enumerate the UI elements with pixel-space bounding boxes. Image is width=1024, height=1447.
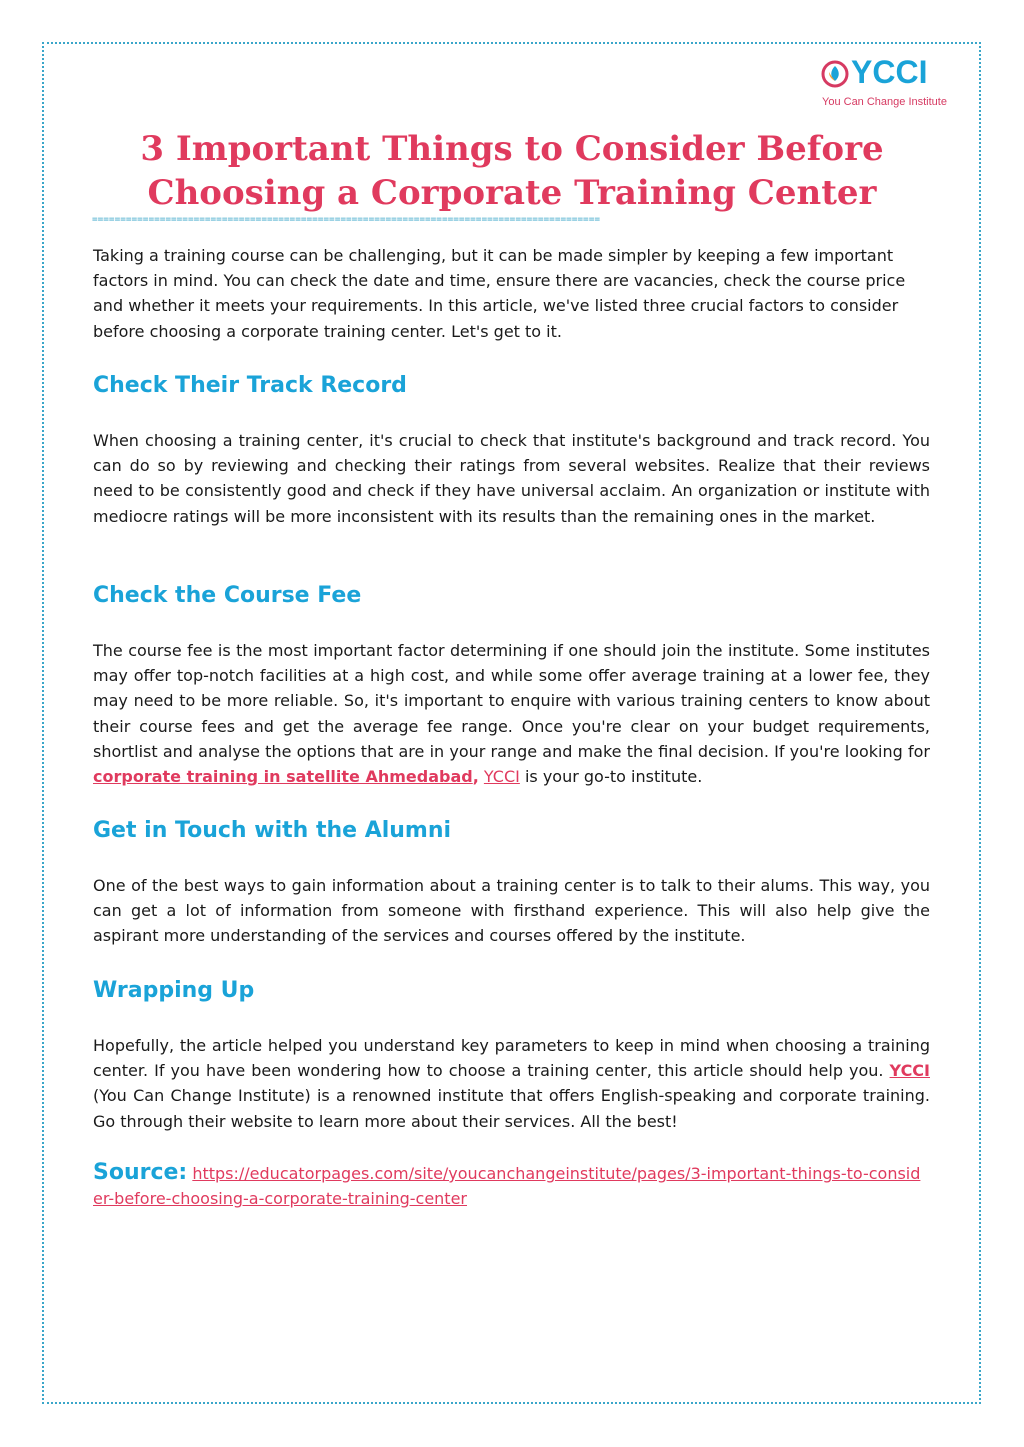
logo-tagline: You Can Change Institute [822,96,947,108]
paragraph-wrapping-up [93,1033,930,1134]
page-title: 3 Important Things to Consider Before Choosing a Corporate Training Center [140,129,884,213]
ycci-inline-link[interactable]: YCCI [889,1061,930,1081]
heading-wrapping-up: Wrapping Up [93,978,255,1003]
corporate-training-link[interactable]: corporate training in satellite Ahmedabad [93,767,473,787]
intro-paragraph: Taking a training course can be challenging, but it can be made simpler by keeping a few important factors in mind. You can check the date and time, ensure there are vacancies, check the course price and whether it meets your requirements. In this article, we've listed three crucial factors to consider before choosing a corporate training center. Let's get to it. [93,246,906,341]
ycci-logo [821,54,951,110]
logo-wordmark: YCCI [851,54,928,90]
link-comma: , [472,767,479,787]
paragraph-track-record: When choosing a training center, it's crucial to check that institute's background and track record. You can do so by reviewing and checking their ratings from several websites. Realize that their reviews need to be consistently good and check if they have universal acclaim. An organization or institute with mediocre ratings will be more inconsistent with its results than the remaining ones in the market. [93,431,930,526]
paragraph-course-fee [93,638,930,789]
source-url-link[interactable]: https://educatorpages.com/site/youcanchangeinstitute/pages/3-important-things-to-consider-before-choosing-a-corporate-training-center [93,1164,921,1209]
wrapping-up-tail: (You Can Change Institute) is a renowned institute that offers English-speaking and corporate training. Go through their website to learn more about their services. All the best! [93,1086,930,1131]
course-fee-tail: is your go-to institute. [519,767,703,787]
wrapping-up-text: Hopefully, the article helped you understand key parameters to keep in mind when choosing a training center. If you have been wondering how to choose a training center, this article should help you. [93,1036,930,1081]
ycci-logo-icon [821,60,849,88]
paragraph-alumni: One of the best ways to gain information about a training center is to talk to their alums. This way, you can get a lot of information from someone with firsthand experience. This will also help give the aspirant more understanding of the services and courses offered by the institute. [93,876,930,946]
heading-track-record: Check Their Track Record [93,373,407,398]
course-fee-text: The course fee is the most important factor determining if one should join the institute. Some institutes may offer top-notch facilities at a high cost, and while some offer average training at a lower fee, they may need to be more reliable. So, it's important to enquire with various training centers to know about their course fees and get the average fee range. Once you're clear on your budget requirements, shortlist and analyse the options that are in your range and make the final decision. If you're looking for [93,641,930,761]
heading-course-fee: Check the Course Fee [93,583,362,608]
title-separator: ========================================================================================== [92,214,600,225]
source-line [93,1160,923,1211]
heading-alumni: Get in Touch with the Alumni [93,818,452,843]
ycci-link[interactable]: YCCI [483,767,520,787]
source-label: Source: [93,1160,188,1185]
